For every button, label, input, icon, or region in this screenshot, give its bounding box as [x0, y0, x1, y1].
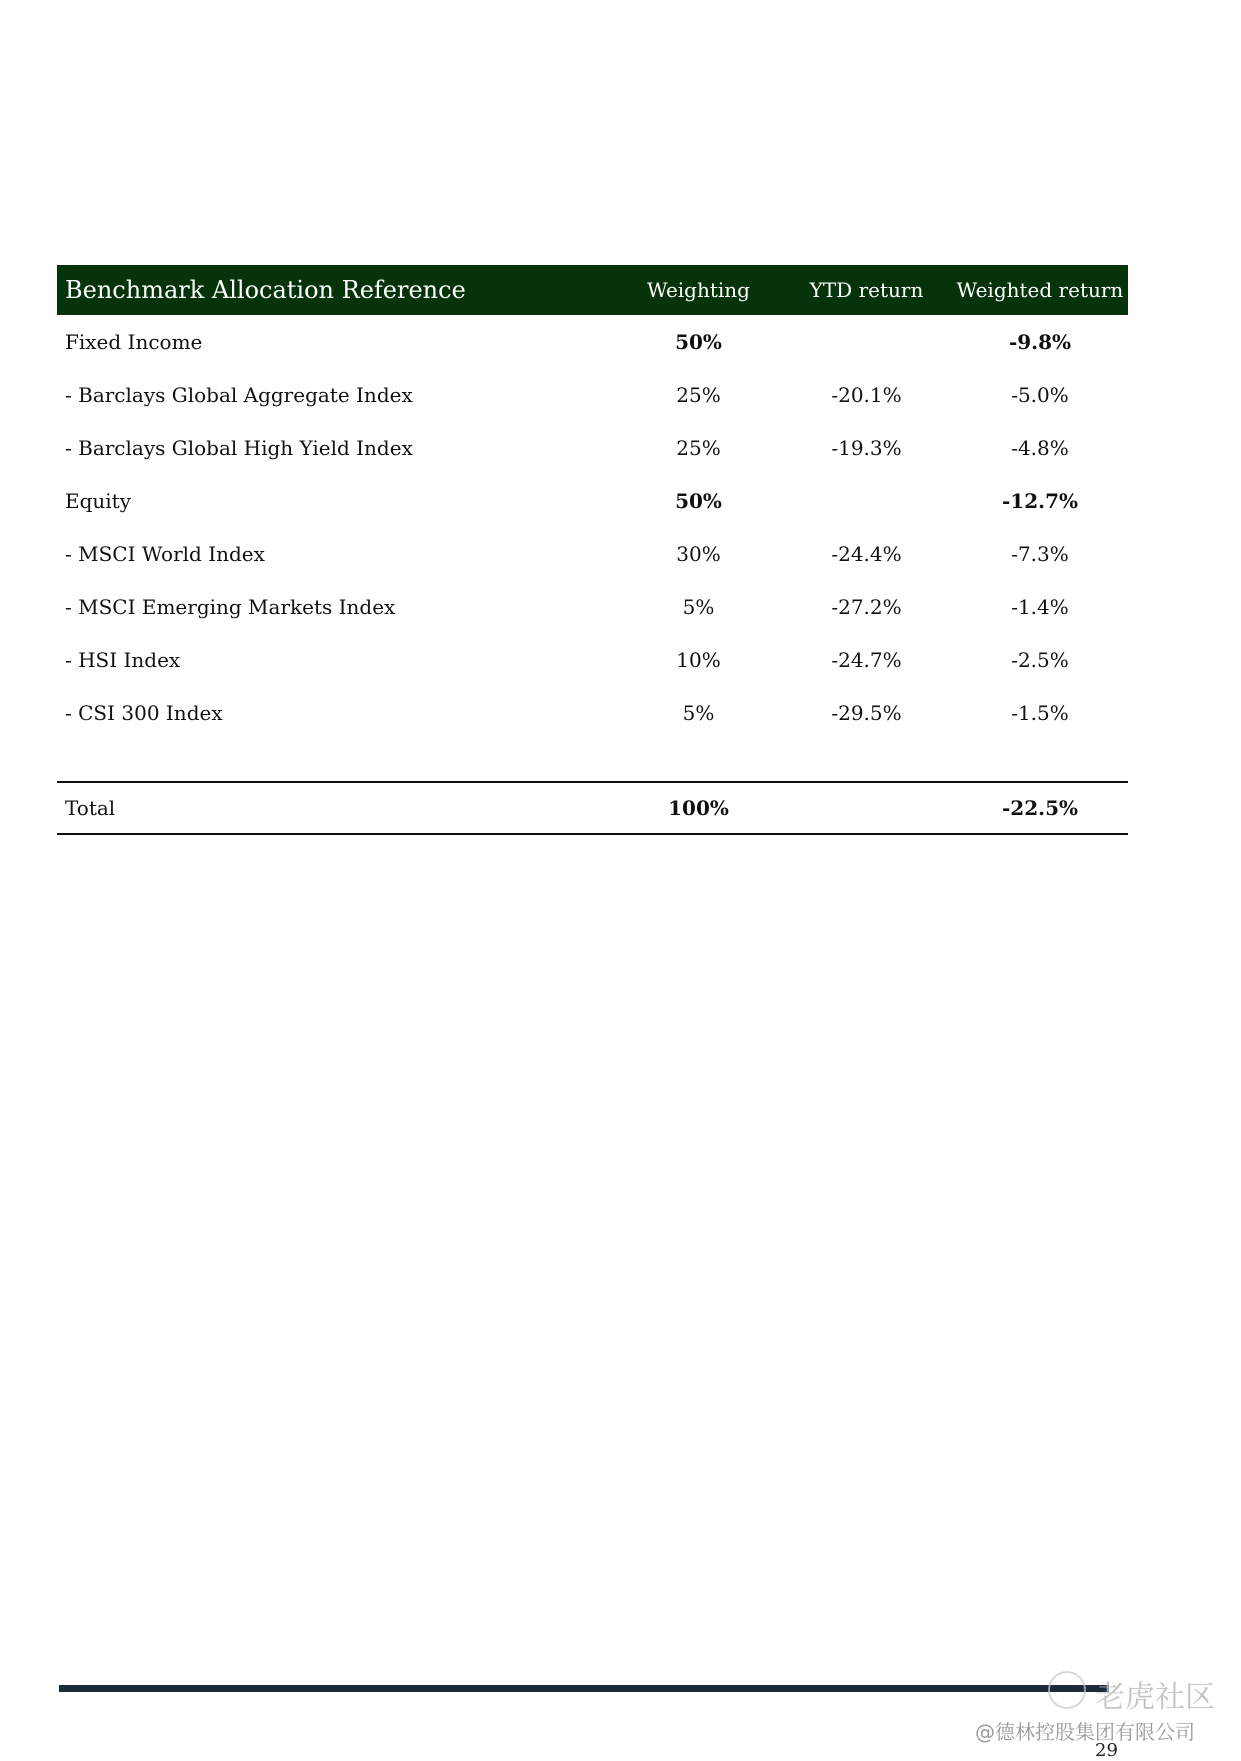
row-weighted: -1.5% — [1011, 700, 1069, 725]
table-row — [57, 315, 1128, 368]
table-header-row — [57, 265, 1128, 315]
footer-bar — [59, 1685, 1109, 1692]
row-weighted: -12.7% — [1001, 488, 1078, 513]
row-weighted: -2.5% — [1011, 647, 1069, 672]
table-row — [57, 633, 1128, 686]
table-row — [57, 527, 1128, 580]
table-spacer-row — [57, 739, 1128, 782]
row-weighted: -4.8% — [1011, 435, 1069, 460]
column-header-ytd-return: YTD return — [809, 278, 924, 302]
row-label: - MSCI World Index — [65, 541, 265, 566]
table-row — [57, 368, 1128, 421]
allocation-table-container — [57, 265, 1128, 835]
total-label: Total — [57, 782, 616, 834]
watermark-source: @德林控股集团有限公司 — [975, 1720, 1195, 1744]
row-ytd: -24.7% — [831, 647, 902, 672]
total-weighted: -22.5% — [952, 782, 1128, 834]
row-ytd: -29.5% — [831, 700, 902, 725]
table-row — [57, 421, 1128, 474]
table-total-row — [57, 782, 1128, 834]
row-weighting: 25% — [676, 382, 721, 407]
row-weighting: 50% — [675, 488, 722, 513]
row-weighted: -9.8% — [1008, 329, 1072, 354]
row-ytd — [781, 474, 952, 527]
row-weighting: 50% — [675, 329, 722, 354]
row-weighted: -5.0% — [1011, 382, 1069, 407]
row-weighting: 25% — [676, 435, 721, 460]
table-row — [57, 474, 1128, 527]
watermark-brand: 老虎社区 — [1095, 1680, 1215, 1715]
spacer-cell — [57, 739, 1128, 782]
total-weighting: 100% — [616, 782, 781, 834]
row-ytd — [781, 315, 952, 368]
table-row — [57, 580, 1128, 633]
row-label: - Barclays Global High Yield Index — [65, 435, 413, 460]
row-weighting: 5% — [682, 700, 715, 725]
column-header-weighted-return: Weighted return — [956, 278, 1124, 302]
column-header-weighting: Weighting — [647, 278, 750, 302]
row-ytd: -20.1% — [831, 382, 902, 407]
row-weighted: -7.3% — [1011, 541, 1069, 566]
row-label: - MSCI Emerging Markets Index — [65, 594, 396, 619]
row-weighting: 30% — [676, 541, 721, 566]
row-label: Fixed Income — [65, 329, 203, 354]
row-ytd: -19.3% — [831, 435, 902, 460]
watermark-logo-icon — [1048, 1671, 1086, 1709]
row-label: Equity — [65, 488, 132, 513]
page-number: 29 — [1095, 1740, 1118, 1761]
row-weighted: -1.4% — [1011, 594, 1069, 619]
row-label: - Barclays Global Aggregate Index — [65, 382, 413, 407]
total-ytd — [781, 782, 952, 834]
row-ytd: -24.4% — [831, 541, 902, 566]
benchmark-allocation-table — [57, 265, 1128, 835]
row-label: - CSI 300 Index — [65, 700, 223, 725]
table-row — [57, 686, 1128, 739]
row-ytd: -27.2% — [831, 594, 902, 619]
table-title: Benchmark Allocation Reference — [65, 276, 466, 304]
row-label: - HSI Index — [65, 647, 181, 672]
row-weighting: 10% — [676, 647, 721, 672]
row-weighting: 5% — [682, 594, 715, 619]
